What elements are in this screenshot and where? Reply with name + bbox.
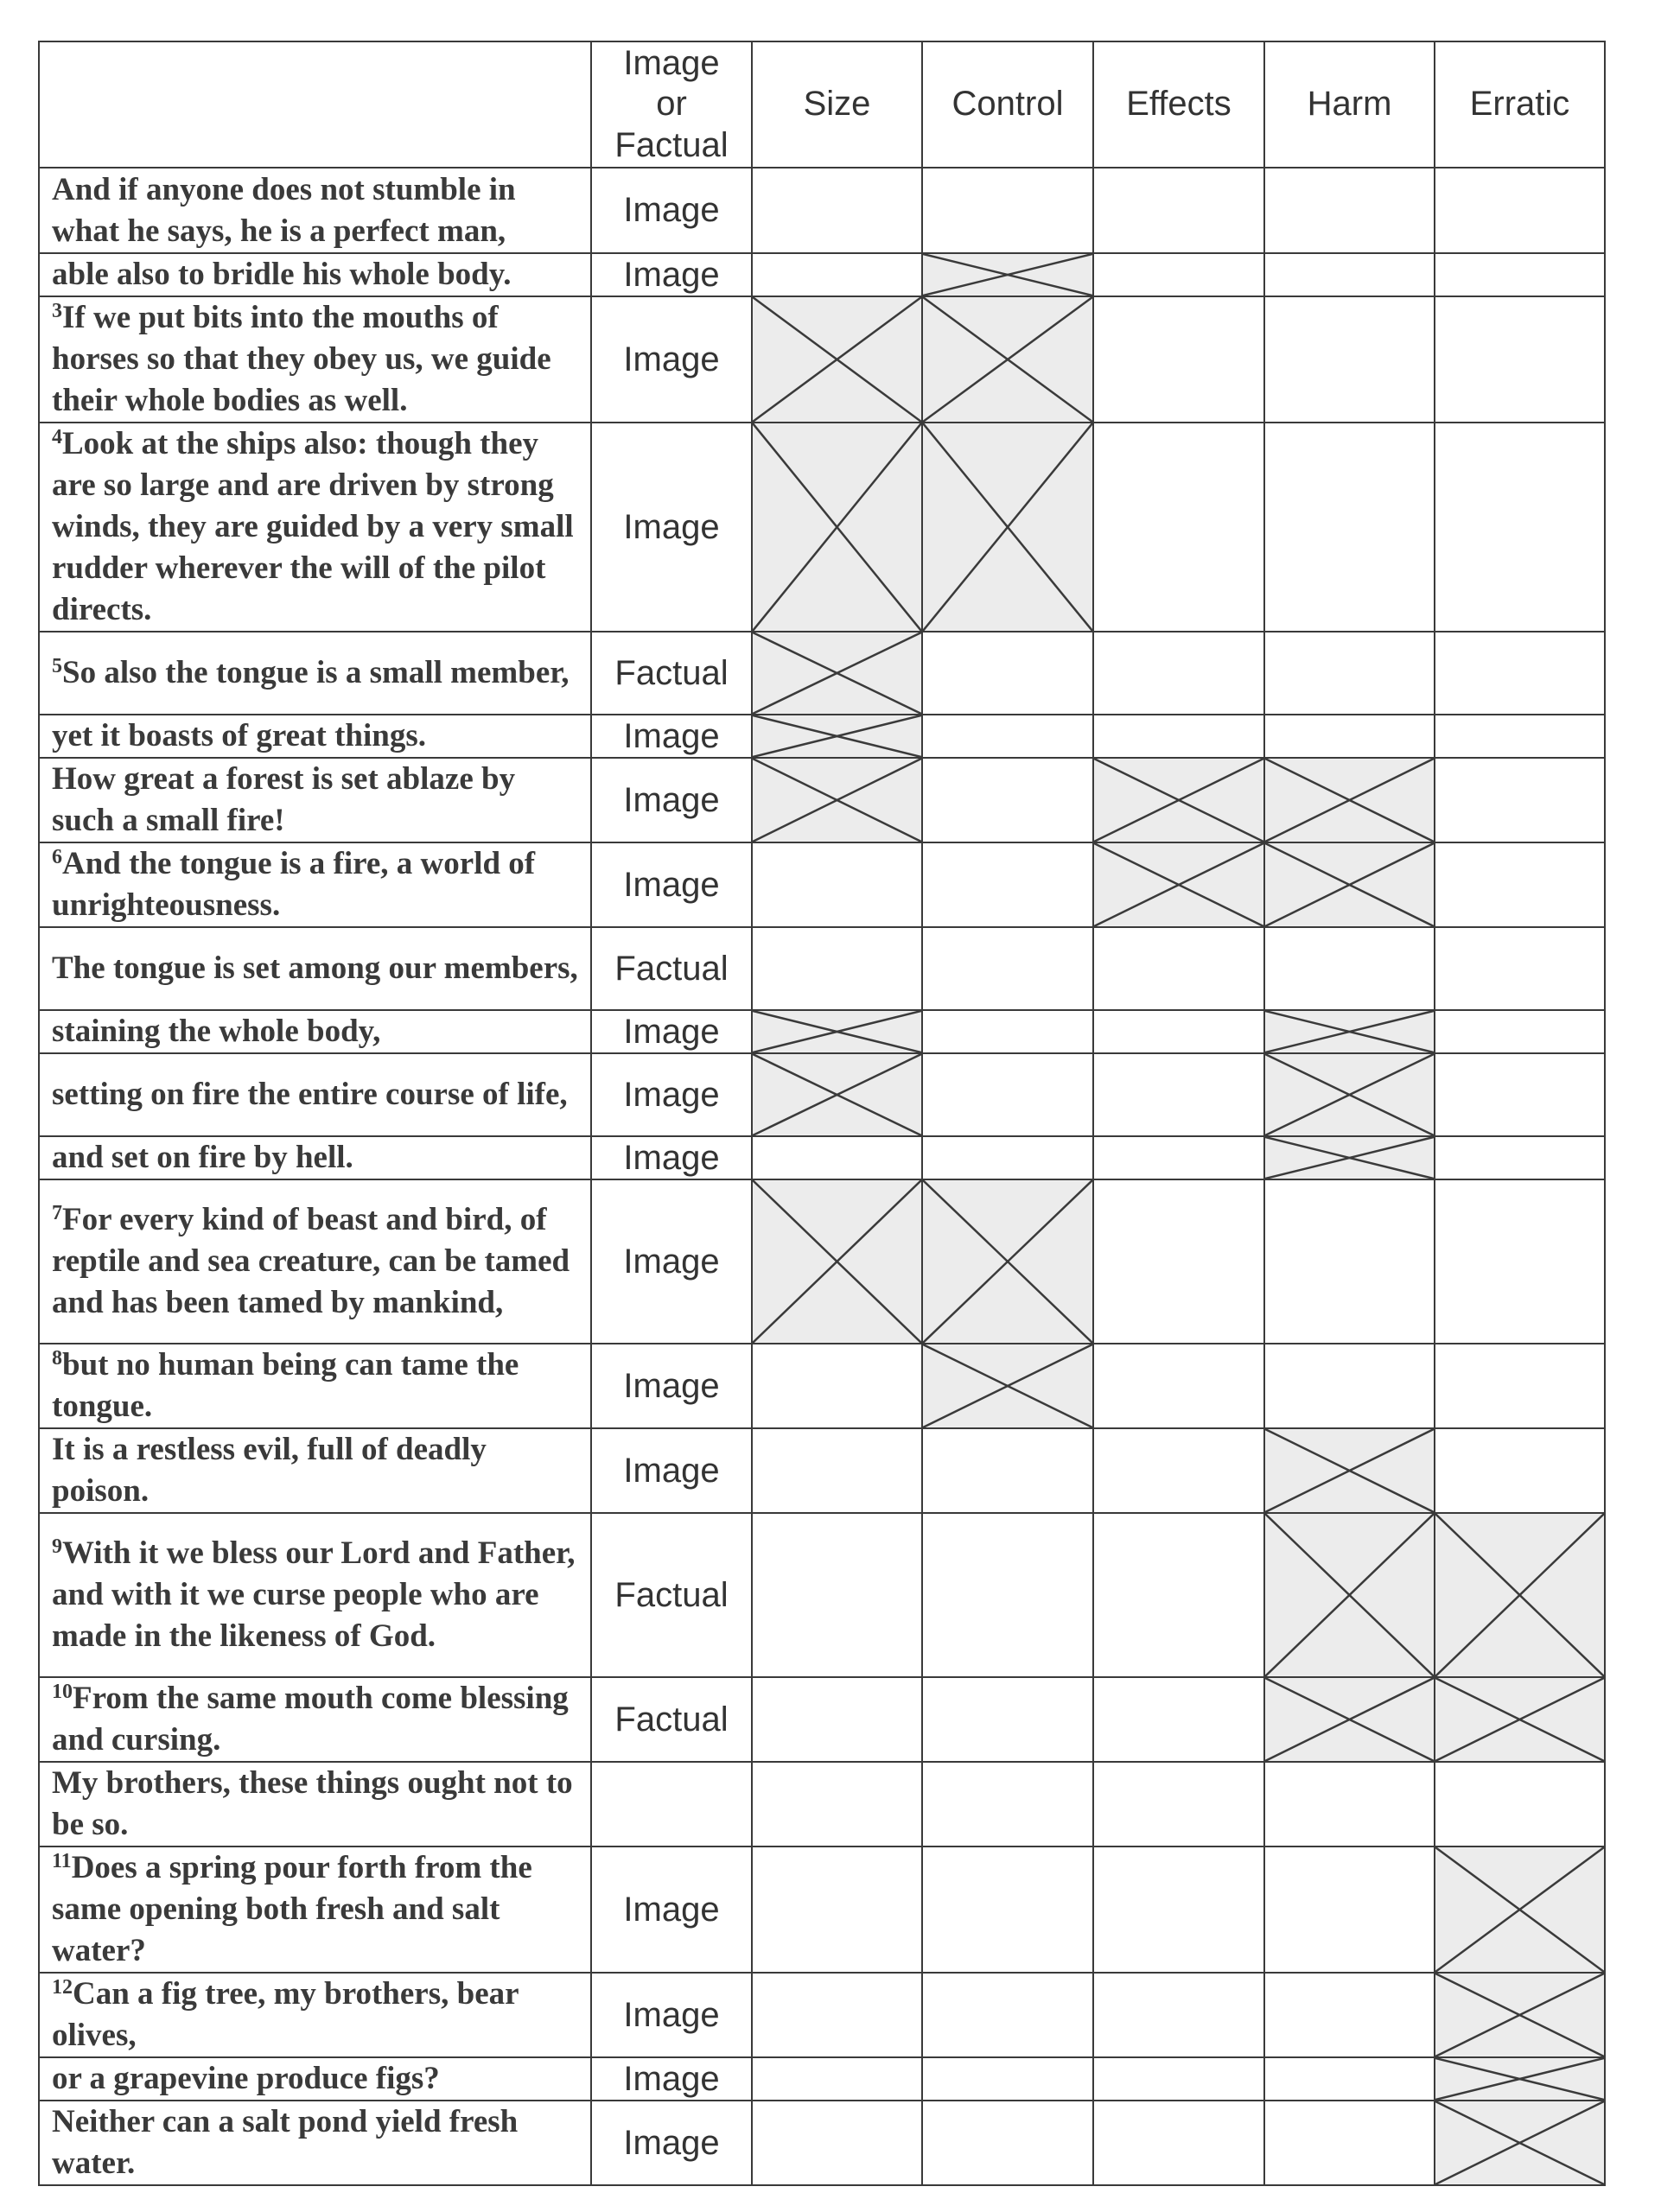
empty-cell-control (922, 1010, 1093, 1053)
kind-cell: Image (591, 842, 752, 927)
marked-cell-effects (1093, 758, 1264, 842)
kind-cell: Image (591, 1179, 752, 1344)
empty-cell-erratic (1435, 253, 1605, 296)
cross-mark-icon (753, 715, 921, 757)
empty-cell-harm (1264, 253, 1435, 296)
empty-cell-erratic (1435, 632, 1605, 715)
empty-cell-size (752, 2057, 922, 2101)
empty-cell-effects (1093, 927, 1264, 1010)
empty-cell-effects (1093, 1136, 1264, 1179)
verse-cell (39, 1847, 591, 1973)
table-row (39, 1136, 1605, 1179)
marked-cell-size (752, 1179, 922, 1344)
verse-text: So also the tongue is a small member, (62, 655, 570, 690)
kind-cell: Image (591, 2101, 752, 2185)
cross-mark-icon (1265, 759, 1434, 842)
verse-cell (39, 758, 591, 842)
kind-cell: Image (591, 253, 752, 296)
verse-number: 10 (52, 1681, 73, 1703)
table-row (39, 1847, 1605, 1973)
verse-text: For every kind of beast and bird, of reptile and sea creature, can be tamed and has been tamed by mankind, (52, 1202, 570, 1320)
cross-mark-icon (1265, 843, 1434, 926)
empty-cell-effects (1093, 168, 1264, 253)
verse-text: With it we bless our Lord and Father, and with it we curse people who are made in the likeness of God. (52, 1535, 576, 1654)
table-row (39, 1973, 1605, 2057)
marked-cell-erratic (1435, 1677, 1605, 1762)
verse-text: And if anyone does not stumble in what he says, he is a perfect man, (52, 171, 516, 249)
cross-mark-icon (753, 297, 921, 422)
kind-cell: Factual (591, 1513, 752, 1677)
verse-number: 11 (52, 1850, 72, 1872)
empty-cell-harm (1264, 632, 1435, 715)
marked-cell-harm (1264, 842, 1435, 927)
empty-cell-size (752, 927, 922, 1010)
table-row (39, 632, 1605, 715)
cross-mark-icon (923, 423, 1092, 631)
empty-cell-size (752, 842, 922, 927)
kind-cell: Factual (591, 1677, 752, 1762)
empty-cell-erratic (1435, 715, 1605, 758)
cross-mark-icon (1265, 1011, 1434, 1052)
empty-cell-effects (1093, 2101, 1264, 2185)
kind-cell: Image (591, 1136, 752, 1179)
verse-number: 7 (52, 1202, 62, 1224)
empty-cell-erratic (1435, 758, 1605, 842)
empty-cell-effects (1093, 1179, 1264, 1344)
verse-text: The tongue is set among our members, (52, 950, 578, 986)
empty-cell-erratic (1435, 296, 1605, 423)
verse-cell (39, 1010, 591, 1053)
verse-cell (39, 1973, 591, 2057)
kind-cell: Image (591, 715, 752, 758)
verse-cell (39, 1179, 591, 1344)
table-row (39, 168, 1605, 253)
verse-text: And the tongue is a fire, a world of unrighteousness. (52, 846, 536, 923)
empty-cell-erratic (1435, 168, 1605, 253)
verse-cell (39, 632, 591, 715)
empty-cell-erratic (1435, 1179, 1605, 1344)
header-control: Control (922, 41, 1093, 168)
empty-cell-control (922, 1428, 1093, 1513)
kind-cell: Image (591, 296, 752, 423)
kind-cell: Image (591, 1010, 752, 1053)
marked-cell-size (752, 296, 922, 423)
marked-cell-control (922, 1344, 1093, 1428)
table-row (39, 1010, 1605, 1053)
marked-cell-harm (1264, 1677, 1435, 1762)
table-row (39, 2057, 1605, 2101)
cross-mark-icon (1435, 1514, 1604, 1676)
kind-cell: Factual (591, 927, 752, 1010)
marked-cell-control (922, 253, 1093, 296)
table-row (39, 423, 1605, 632)
empty-cell-harm (1264, 1344, 1435, 1428)
verse-text: able also to bridle his whole body. (52, 257, 512, 292)
verse-number: 9 (52, 1535, 62, 1558)
verse-cell (39, 2101, 591, 2185)
empty-cell-control (922, 1973, 1093, 2057)
empty-cell-control (922, 2057, 1093, 2101)
table-row (39, 927, 1605, 1010)
verse-text: From the same mouth come blessing and cursing. (52, 1681, 569, 1758)
empty-cell-size (752, 1344, 922, 1428)
kind-cell: Image (591, 1344, 752, 1428)
empty-cell-control (922, 842, 1093, 927)
empty-cell-control (922, 168, 1093, 253)
marked-cell-erratic (1435, 2101, 1605, 2185)
empty-cell-effects (1093, 715, 1264, 758)
verse-number: 6 (52, 846, 62, 868)
verse-cell (39, 1344, 591, 1428)
verse-number: 12 (52, 1976, 73, 1999)
table-row (39, 1513, 1605, 1677)
verse-cell (39, 1136, 591, 1179)
verse-text: staining the whole body, (52, 1014, 381, 1049)
verse-number: 5 (52, 655, 62, 677)
empty-cell-harm (1264, 715, 1435, 758)
marked-cell-size (752, 758, 922, 842)
marked-cell-control (922, 296, 1093, 423)
header-kind-line: or (656, 85, 687, 124)
empty-cell-harm (1264, 927, 1435, 1010)
cross-mark-icon (753, 423, 921, 631)
marked-cell-control (922, 423, 1093, 632)
empty-cell-control (922, 632, 1093, 715)
verse-cell (39, 253, 591, 296)
empty-cell-control (922, 1053, 1093, 1136)
empty-cell-harm (1264, 1762, 1435, 1847)
verse-text: How great a forest is set ablaze by such a small fire! (52, 761, 516, 838)
marked-cell-harm (1264, 1053, 1435, 1136)
cross-mark-icon (923, 1180, 1092, 1343)
kind-cell: Image (591, 1973, 752, 2057)
cross-mark-icon (1435, 2058, 1604, 2100)
kind-cell: Image (591, 1053, 752, 1136)
cross-mark-icon (923, 1344, 1092, 1427)
header-effects: Effects (1093, 41, 1264, 168)
analysis-table (38, 41, 1606, 2186)
marked-cell-harm (1264, 1513, 1435, 1677)
empty-cell-effects (1093, 1344, 1264, 1428)
empty-cell-effects (1093, 1847, 1264, 1973)
empty-cell-size (752, 1973, 922, 2057)
table-row (39, 1428, 1605, 1513)
verse-text: setting on fire the entire course of life, (52, 1077, 568, 1112)
empty-cell-harm (1264, 168, 1435, 253)
empty-cell-effects (1093, 632, 1264, 715)
empty-cell-effects (1093, 1513, 1264, 1677)
empty-cell-control (922, 1513, 1093, 1677)
cross-mark-icon (753, 759, 921, 842)
verse-text: but no human being can tame the tongue. (52, 1347, 519, 1424)
empty-cell-erratic (1435, 1053, 1605, 1136)
empty-cell-control (922, 1847, 1093, 1973)
verse-number: 8 (52, 1347, 62, 1370)
cross-mark-icon (1435, 2101, 1604, 2184)
empty-cell-erratic (1435, 423, 1605, 632)
marked-cell-harm (1264, 1136, 1435, 1179)
empty-cell-harm (1264, 1179, 1435, 1344)
empty-cell-effects (1093, 1677, 1264, 1762)
table-row (39, 715, 1605, 758)
empty-cell-control (922, 927, 1093, 1010)
kind-cell: Image (591, 2057, 752, 2101)
cross-mark-icon (1265, 1429, 1434, 1512)
header-harm: Harm (1264, 41, 1435, 168)
header-erratic: Erratic (1435, 41, 1605, 168)
kind-cell: Image (591, 168, 752, 253)
table-row (39, 253, 1605, 296)
cross-mark-icon (1435, 1678, 1604, 1761)
table-row (39, 2101, 1605, 2185)
empty-cell-erratic (1435, 1010, 1605, 1053)
marked-cell-erratic (1435, 1973, 1605, 2057)
cross-mark-icon (1265, 1137, 1434, 1179)
cross-mark-icon (753, 632, 921, 714)
verse-text: yet it boasts of great things. (52, 718, 427, 753)
table-row (39, 758, 1605, 842)
cross-mark-icon (1265, 1054, 1434, 1135)
kind-cell: Image (591, 1428, 752, 1513)
empty-cell-control (922, 1762, 1093, 1847)
empty-cell-control (922, 1136, 1093, 1179)
verse-text: Look at the ships also: though they are so large and are driven by strong winds, they are guided by a very small rudder wherever the will of the pilot directs. (52, 426, 574, 627)
empty-cell-harm (1264, 2057, 1435, 2101)
cross-mark-icon (1094, 759, 1263, 842)
empty-cell-effects (1093, 1762, 1264, 1847)
verse-cell (39, 423, 591, 632)
verse-text: or a grapevine produce figs? (52, 2061, 440, 2096)
marked-cell-size (752, 1010, 922, 1053)
verse-text: It is a restless evil, full of deadly poison. (52, 1432, 487, 1509)
marked-cell-harm (1264, 1010, 1435, 1053)
empty-cell-effects (1093, 423, 1264, 632)
marked-cell-effects (1093, 842, 1264, 927)
cross-mark-icon (1265, 1514, 1434, 1676)
verse-cell (39, 168, 591, 253)
verse-number: 4 (52, 426, 62, 448)
empty-cell-effects (1093, 296, 1264, 423)
table-row (39, 1179, 1605, 1344)
kind-cell: Image (591, 1847, 752, 1973)
marked-cell-size (752, 423, 922, 632)
empty-cell-size (752, 1847, 922, 1973)
kind-cell: Image (591, 758, 752, 842)
table-row (39, 842, 1605, 927)
empty-cell-effects (1093, 1053, 1264, 1136)
cross-mark-icon (753, 1054, 921, 1135)
empty-cell-effects (1093, 1973, 1264, 2057)
table-row (39, 1762, 1605, 1847)
cross-mark-icon (753, 1011, 921, 1052)
header-kind-line: Image (623, 44, 720, 83)
verse-cell (39, 715, 591, 758)
empty-cell-effects (1093, 1428, 1264, 1513)
empty-cell-effects (1093, 1010, 1264, 1053)
table-row (39, 1344, 1605, 1428)
empty-cell-erratic (1435, 1428, 1605, 1513)
marked-cell-harm (1264, 758, 1435, 842)
header-row (39, 41, 1605, 168)
marked-cell-size (752, 715, 922, 758)
cross-mark-icon (1435, 1974, 1604, 2056)
empty-cell-erratic (1435, 842, 1605, 927)
empty-cell-control (922, 1677, 1093, 1762)
empty-cell-effects (1093, 2057, 1264, 2101)
verse-text: If we put bits into the mouths of horses so that they obey us, we guide their whole bodies as well. (52, 300, 551, 418)
verse-cell (39, 1677, 591, 1762)
empty-cell-erratic (1435, 1762, 1605, 1847)
empty-cell-control (922, 715, 1093, 758)
empty-cell-size (752, 1513, 922, 1677)
verse-cell (39, 1428, 591, 1513)
empty-cell-size (752, 1677, 922, 1762)
empty-cell-size (752, 1762, 922, 1847)
empty-cell-erratic (1435, 1344, 1605, 1428)
table-row (39, 1053, 1605, 1136)
empty-cell-harm (1264, 1847, 1435, 1973)
empty-cell-erratic (1435, 927, 1605, 1010)
verse-cell (39, 1513, 591, 1677)
empty-cell-harm (1264, 296, 1435, 423)
cross-mark-icon (1435, 1847, 1604, 1972)
table-row (39, 296, 1605, 423)
marked-cell-control (922, 1179, 1093, 1344)
verse-text: Can a fig tree, my brothers, bear olives, (52, 1976, 519, 2053)
verse-text: Does a spring pour forth from the same opening both fresh and salt water? (52, 1850, 532, 1968)
marked-cell-erratic (1435, 2057, 1605, 2101)
cross-mark-icon (923, 297, 1092, 422)
marked-cell-erratic (1435, 1847, 1605, 1973)
verse-cell (39, 296, 591, 423)
empty-cell-effects (1093, 253, 1264, 296)
header-kind-line: Factual (614, 125, 729, 164)
marked-cell-erratic (1435, 1513, 1605, 1677)
empty-cell-size (752, 1136, 922, 1179)
cross-mark-icon (1265, 1678, 1434, 1761)
table-row (39, 1677, 1605, 1762)
verse-text: and set on fire by hell. (52, 1140, 353, 1175)
marked-cell-harm (1264, 1428, 1435, 1513)
marked-cell-size (752, 1053, 922, 1136)
verse-cell (39, 2057, 591, 2101)
verse-cell (39, 927, 591, 1010)
kind-cell: Factual (591, 632, 752, 715)
empty-cell-erratic (1435, 1136, 1605, 1179)
header-verse (39, 41, 591, 168)
verse-cell (39, 1053, 591, 1136)
verse-text: Neither can a salt pond yield fresh water. (52, 2104, 519, 2181)
empty-cell-size (752, 2101, 922, 2185)
empty-cell-control (922, 758, 1093, 842)
verse-cell (39, 1762, 591, 1847)
cross-mark-icon (923, 254, 1092, 296)
empty-cell-harm (1264, 423, 1435, 632)
header-size: Size (752, 41, 922, 168)
kind-cell (591, 1762, 752, 1847)
empty-cell-size (752, 168, 922, 253)
marked-cell-size (752, 632, 922, 715)
cross-mark-icon (1094, 843, 1263, 926)
empty-cell-control (922, 2101, 1093, 2185)
verse-text: My brothers, these things ought not to be so. (52, 1765, 573, 1842)
verse-number: 3 (52, 300, 62, 322)
empty-cell-harm (1264, 2101, 1435, 2185)
kind-cell: Image (591, 423, 752, 632)
cross-mark-icon (753, 1180, 921, 1343)
empty-cell-size (752, 1428, 922, 1513)
empty-cell-harm (1264, 1973, 1435, 2057)
header-kind (591, 41, 752, 168)
verse-cell (39, 842, 591, 927)
empty-cell-size (752, 253, 922, 296)
